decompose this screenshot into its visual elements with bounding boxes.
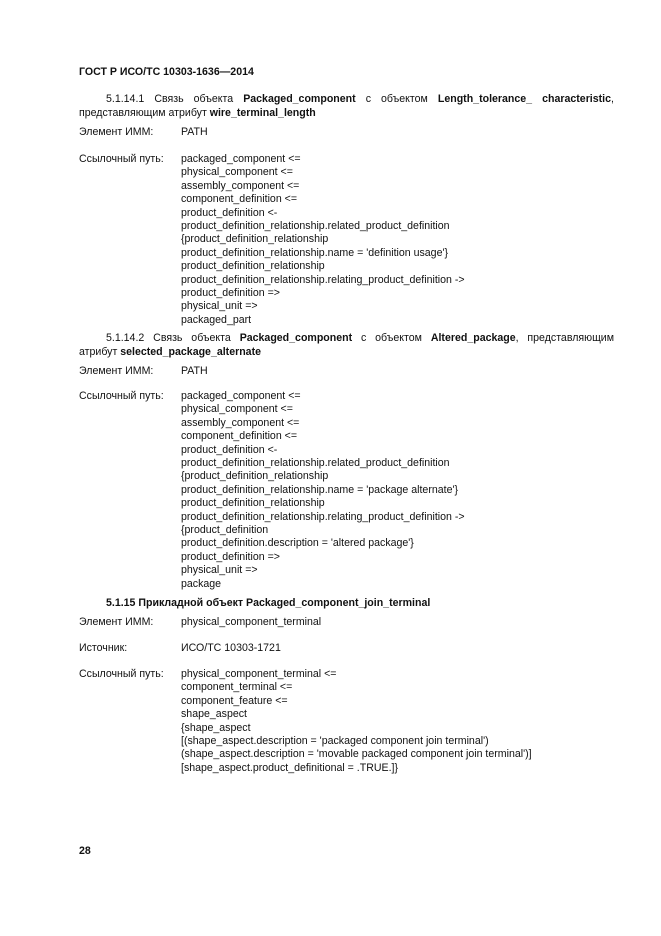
- imm-label: Элемент ИММ:: [79, 126, 154, 138]
- path-line: {product_definition: [181, 524, 269, 537]
- path-line: product_definition <-: [181, 206, 278, 219]
- path-line: physical_unit =>: [181, 564, 258, 577]
- object-name: Length_tolerance_ characteristic: [437, 93, 612, 105]
- path-line: product_definition_relationship.relating_product_definition ->: [181, 273, 465, 286]
- source-value: ИСО/ТС 10303-1721: [181, 642, 281, 654]
- ref-path-label: Ссылочный путь:: [79, 153, 164, 165]
- path-line: product_definition_relationship.name = 'definition usage'}: [181, 246, 449, 259]
- path-line: {product_definition_relationship: [181, 470, 329, 483]
- imm-value: physical_component_terminal: [181, 616, 322, 628]
- clause-5-1-14-1: [79, 92, 614, 120]
- path-line: product_definition =>: [181, 287, 280, 300]
- imm-label: Элемент ИММ:: [79, 616, 154, 628]
- path-line: product_definition_relationship: [181, 497, 325, 510]
- object-name: Packaged_component: [243, 93, 356, 105]
- imm-label: Элемент ИММ:: [79, 365, 154, 377]
- path-line: [shape_aspect.product_definitional = .TRUE.]}: [181, 761, 399, 774]
- clause-text: с объектом: [355, 93, 438, 105]
- clause-text: представляющим атрибут: [79, 107, 210, 119]
- path-line: product_definition_relationship.name = 'package alternate'}: [181, 483, 459, 496]
- document-header: ГОСТ Р ИСО/ТС 10303-1636—2014: [79, 66, 254, 78]
- path-line: physical_component <=: [181, 403, 293, 416]
- object-name: Packaged_component: [239, 332, 353, 344]
- path-line: component_terminal <=: [181, 681, 293, 694]
- page-number: 28: [79, 845, 91, 857]
- path-line: product_definition_relationship.related_product_definition: [181, 457, 450, 470]
- clause-number: 5.1.14.2: [106, 332, 145, 344]
- path-line: product_definition_relationship.relating_product_definition ->: [181, 510, 465, 523]
- path-line: packaged_part: [181, 313, 252, 326]
- clause-text: Связь объекта: [153, 332, 240, 344]
- clause-text: , представляющим: [515, 332, 614, 344]
- clause-line-1: [79, 331, 614, 345]
- reference-path: [181, 668, 532, 775]
- path-line: physical_component_terminal <=: [181, 668, 337, 680]
- imm-value: PATH: [181, 365, 208, 377]
- attribute-name: selected_package_alternate: [120, 346, 261, 358]
- ref-path-label: Ссылочный путь:: [79, 668, 164, 680]
- attribute-name: wire_terminal_length: [209, 107, 316, 119]
- object-name: Altered_package: [430, 332, 516, 344]
- path-line: packaged_component <=: [181, 153, 301, 165]
- path-line: product_definition_relationship.related_product_definition: [181, 220, 450, 233]
- clause-text: Связь объекта: [154, 93, 244, 105]
- path-line: assembly_component <=: [181, 179, 300, 192]
- clause-line-2: [79, 106, 614, 120]
- path-line: assembly_component <=: [181, 416, 300, 429]
- section-heading: 5.1.15 Прикладной объект Packaged_component_join_terminal: [106, 597, 431, 609]
- clause-5-1-14-2: [79, 331, 614, 359]
- clause-text: атрибут: [79, 346, 121, 358]
- path-line: {product_definition_relationship: [181, 233, 329, 246]
- clause-line-2: [79, 345, 614, 359]
- ref-path-label: Ссылочный путь:: [79, 390, 164, 402]
- path-line: shape_aspect: [181, 708, 247, 721]
- clause-text: ,: [611, 93, 614, 105]
- imm-value: PATH: [181, 126, 208, 138]
- path-line: {shape_aspect: [181, 721, 251, 734]
- clause-line-1: [79, 92, 614, 106]
- path-line: physical_unit =>: [181, 300, 258, 313]
- clause-text: с объектом: [352, 332, 431, 344]
- path-line: product_definition_relationship: [181, 260, 325, 273]
- path-line: product_definition <-: [181, 443, 278, 456]
- path-line: [(shape_aspect.description = 'packaged component join terminal'): [181, 735, 489, 748]
- path-line: component_feature <=: [181, 694, 288, 707]
- path-line: component_definition <=: [181, 193, 298, 206]
- reference-path: [181, 390, 465, 591]
- clause-number: 5.1.14.1: [106, 93, 145, 105]
- path-line: package: [181, 577, 222, 590]
- path-line: component_definition <=: [181, 430, 298, 443]
- path-line: physical_component <=: [181, 166, 293, 179]
- source-label: Источник:: [79, 642, 128, 654]
- path-line: product_definition.description = 'altered package'}: [181, 537, 414, 550]
- path-line: packaged_component <=: [181, 390, 301, 402]
- reference-path: [181, 153, 465, 327]
- path-line: (shape_aspect.description = 'movable packaged component join terminal')]: [181, 748, 532, 761]
- path-line: product_definition =>: [181, 550, 280, 563]
